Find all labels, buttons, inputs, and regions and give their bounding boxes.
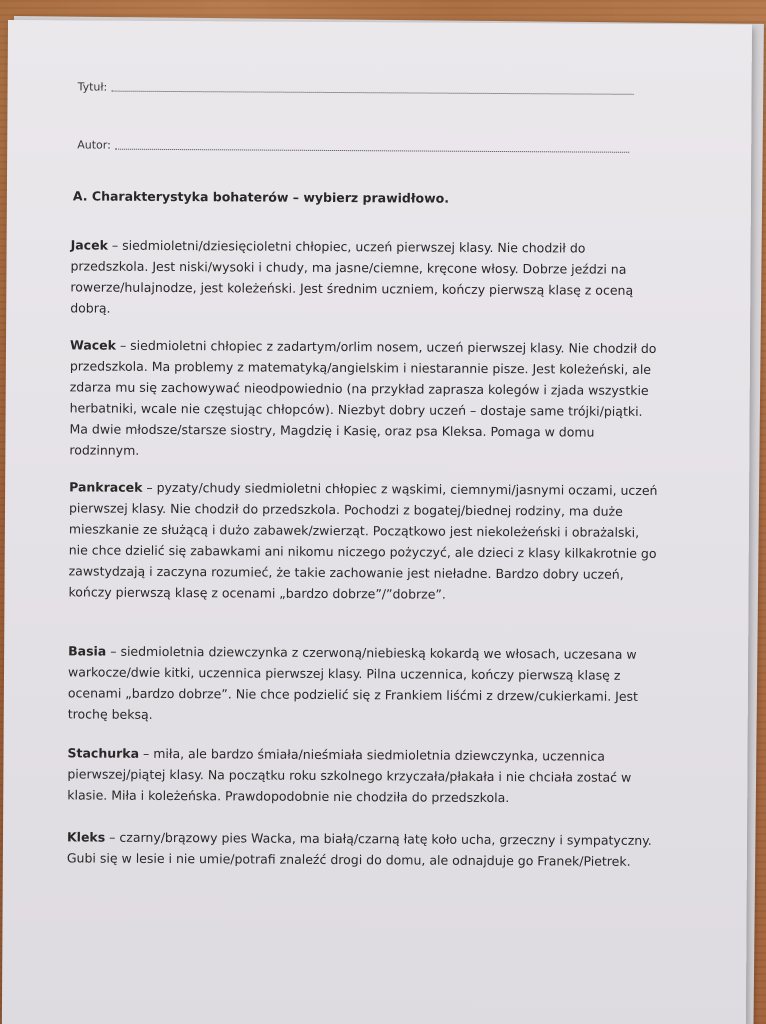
character-description-pankracek xyxy=(68,476,659,606)
character-name: Wacek xyxy=(69,337,117,353)
title-field xyxy=(78,80,634,96)
character-text: – siedmioletni/dziesięcioletni chłopiec, uczeń pierwszej klasy. Nie chodził do przedszkola. Jest niski/wysoki i chudy, ma jasne/ciemne, kręcone włosy. Dobrze jeździ na rowerze/hulajnodze, jest koleżeński. Jest średnim uczniem, kończy pierwszą klasę z oceną dobrą. xyxy=(70,237,634,316)
title-answer-line xyxy=(111,83,633,95)
character-name: Kleks xyxy=(66,829,106,845)
author-answer-line xyxy=(115,141,629,153)
character-description-stachurka xyxy=(67,742,657,809)
character-description-wacek xyxy=(69,334,660,464)
author-label: Autor: xyxy=(77,138,111,152)
character-name: Jacek xyxy=(70,237,108,253)
worksheet-page xyxy=(2,20,752,1024)
section-heading: A. Charakterystyka bohaterów – wybierz prawidłowo. xyxy=(72,188,450,206)
character-description-jacek xyxy=(70,234,661,322)
character-text: – pyzaty/chudy siedmioletni chłopiec z wąskimi, ciemnymi/jasnymi oczami, uczeń pierwszej klasy. Nie chodził do przedszkola. Pochodzi z bogatej/biednej rodziny, ma duże mieszkanie ze służącą i dużo zabawek/zwierząt. Początkowo jest niekoleżeński i obrażalski, nie chce dzielić się zabawkami ani nikomu niczego pożyczyć, ale dzieci z klasy kilkakrotnie go zawstydzają i zaczyna rozumieć, że takie zachowanie jest nieładne. Bardzo dobry uczeń, kończy pierwszą klasę z ocenami „bardzo dobrze”/”dobrze”. xyxy=(68,479,658,602)
character-text: – siedmioletnia dziewczynka z czerwoną/niebieską kokardą we włosach, uczesana w warkocze/dwie kitki, uczennica pierwszej klasy. Pilna uczennica, kończy pierwszą klasę z ocenami „bardzo dobrze”. Nie chce podzielić się z Frankiem liśćmi z drzew/cukierkami. Jest trochę beksą. xyxy=(67,643,639,722)
character-text: – siedmioletni chłopiec z zadartym/orlim nosem, uczeń pierwszej klasy. Nie chodził do przedszkola. Ma problemy z matematyką/angielskim i niestarannie pisze. Jest koleżeński, ale zdarza mu się zachowywać nieodpowiednio (na przykład zaprasza kolegów i zjada wszystkie herbatniki, wcale nie częstując chłopców). Niezbyt dobry uczeń – dostaje same trójki/piątki. Ma dwie młodsze/starsze siostry, Magdzię i Kasię, oraz psa Kleksa. Pomaga w domu rodzinnym. xyxy=(69,337,657,458)
character-text: – czarny/brązowy pies Wacka, ma białą/czarną łatę koło ucha, grzeczny i sympatyczny. Gubi się w lesie i nie umie/potrafi znaleźć drogi do domu, ale odnajduje go Franek/Pietrek. xyxy=(66,829,652,869)
character-description-kleks xyxy=(67,826,657,872)
character-text: – miła, ale bardzo śmiała/nieśmiała siedmioletnia dziewczynka, uczennica pierwszej/piątej klasy. Na początku roku szkolnego krzyczała/płakała i nie chciała zostać w klasie. Miła i koleżeńska. Prawdopodobnie nie chodziła do przedszkola. xyxy=(67,745,632,806)
author-field xyxy=(77,138,629,154)
character-name: Basia xyxy=(68,643,107,659)
character-description-basia xyxy=(68,640,659,728)
character-name: Pankracek xyxy=(69,479,143,495)
title-label: Tytuł: xyxy=(77,80,108,94)
character-name: Stachurka xyxy=(67,745,140,761)
